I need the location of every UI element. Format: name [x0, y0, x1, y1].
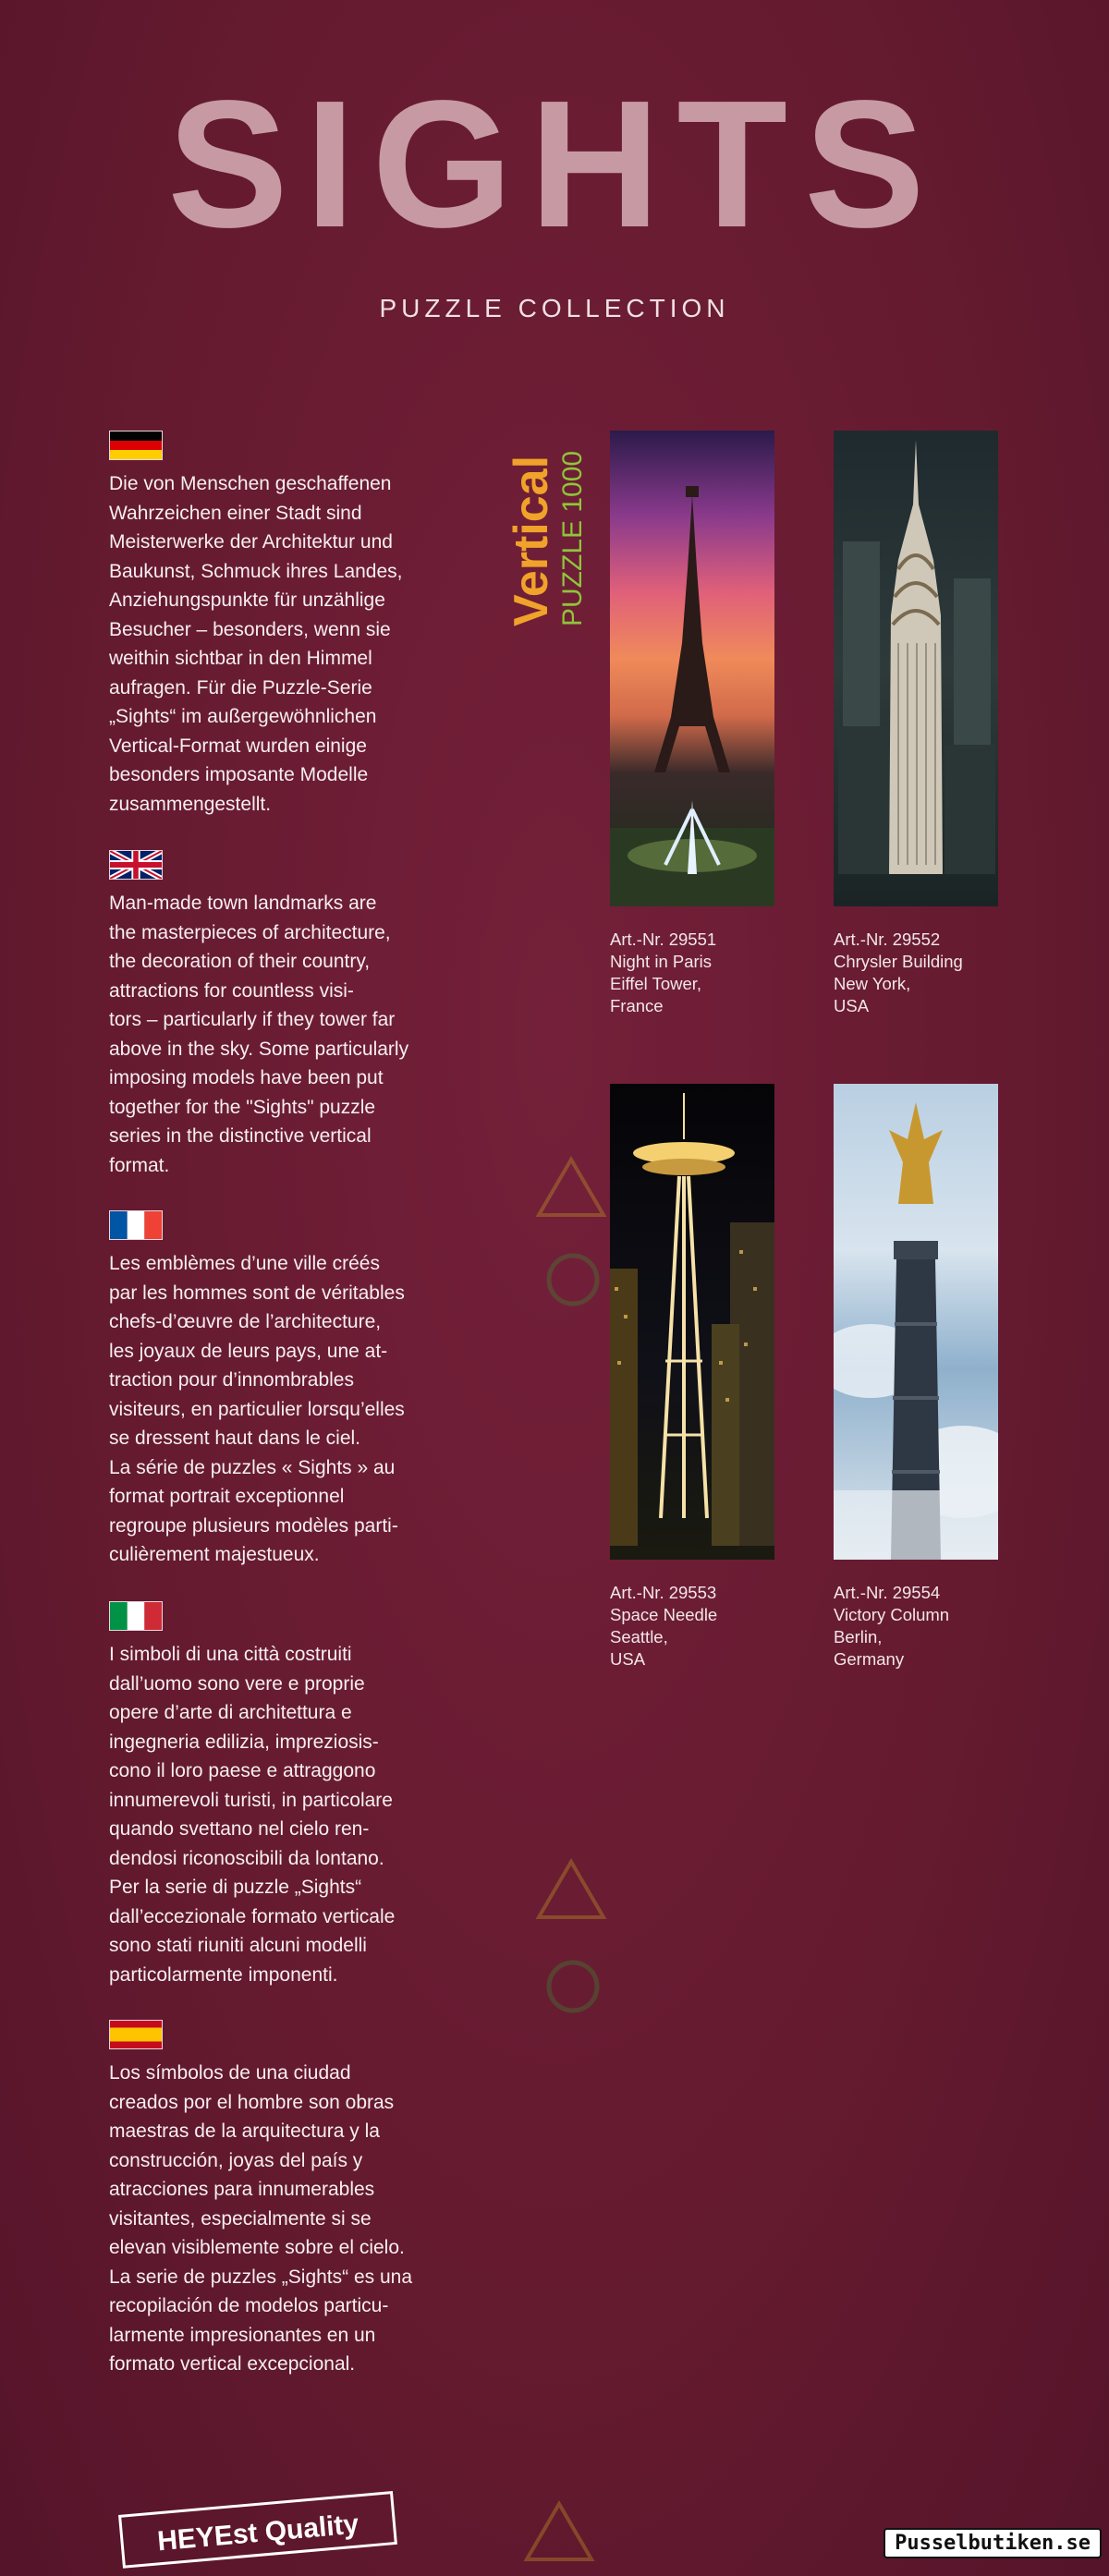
germany-flag-icon — [109, 431, 163, 460]
recycle-triangle-icon — [522, 2499, 596, 2564]
recycle-triangle-icon — [534, 1155, 608, 1220]
product-caption — [610, 1582, 774, 1671]
product-title: Chrysler Building — [834, 952, 963, 971]
product-card-night-in-paris[interactable] — [610, 431, 774, 1017]
recycle-triangle-icon — [534, 1857, 608, 1922]
language-block-french — [109, 1210, 446, 1570]
product-card-space-needle[interactable] — [610, 1084, 774, 1671]
product-caption — [834, 1582, 998, 1671]
logo-sub: PUZZLE 1000 — [557, 450, 588, 626]
product-location: Eiffel Tower, — [610, 974, 702, 993]
uk-flag-icon — [109, 850, 163, 880]
vertical-puzzle-logo — [499, 425, 601, 628]
shop-watermark: Pusselbutiken.se — [884, 2528, 1102, 2558]
product-country: Germany — [834, 1649, 905, 1669]
green-dot-icon — [545, 1252, 601, 1307]
green-dot-icon — [545, 1959, 601, 2014]
article-number: Art.-Nr. 29551 — [610, 930, 717, 949]
eiffel-tower-image — [610, 431, 774, 906]
product-card-chrysler-building[interactable] — [834, 431, 998, 1017]
product-location: New York, — [834, 974, 911, 993]
description-spanish: Los símbolos de una ciudad creados por el hombre son obras maestras de la arquitectura y la construcción, joyas del país y atracciones para innumerables visitantes, especialmente si se elevan visiblemente sobre el cielo. La serie de puzzles „Sights“ es una recopilación de modelos particu- larmente impresionantes en un formato vertical excepcional. — [109, 2062, 413, 2375]
product-card-victory-column[interactable] — [834, 1084, 998, 1671]
page-subtitle: PUZZLE COLLECTION — [379, 294, 730, 322]
page-title: SIGHTS — [167, 63, 942, 265]
victory-column-image — [834, 1084, 998, 1560]
chrysler-building-image — [834, 431, 998, 906]
product-title: Victory Column — [834, 1605, 950, 1624]
space-needle-image — [610, 1084, 774, 1560]
language-block-spanish — [109, 2020, 446, 2379]
italy-flag-icon — [109, 1601, 163, 1631]
product-caption — [610, 929, 774, 1017]
spain-flag-icon — [109, 2020, 163, 2049]
product-country: France — [610, 996, 664, 1015]
product-location: Seattle, — [610, 1627, 668, 1646]
product-location: Berlin, — [834, 1627, 883, 1646]
description-french: Les emblèmes d’une ville créés par les hommes sont de véritables chefs-d’œuvre de l’architecture, les joyaux de leurs pays, une at- traction pour d’innombrables visiteurs, en particulier lorsqu’elles se dressent haut dans le ciel. La série de puzzles « Sights » au format portrait exceptionnel regroupe plusieurs modèles parti- culièrement majestueux. — [109, 1253, 405, 1565]
language-block-german — [109, 431, 446, 819]
product-country: USA — [610, 1649, 646, 1669]
product-caption — [834, 929, 998, 1017]
language-block-english — [109, 850, 446, 1180]
product-title: Night in Paris — [610, 952, 713, 971]
description-german: Die von Menschen geschaffenen Wahrzeichen einer Stadt sind Meisterwerke der Architektur und Baukunst, Schmuck ihres Landes, Anziehungspunkte für unzählige Besucher – besonders, wenn sie weithin sichtbar in den Himmel aufragen. Für die Puzzle-Serie „Sights“ im außergewöhnlichen Vertical-Format wurden einige besonders imposante Modelle zusammengestellt. — [109, 473, 403, 815]
logo-word: Vertical — [505, 455, 558, 626]
heyest-quality-badge: HEYEst Quality — [118, 2491, 397, 2569]
france-flag-icon — [109, 1210, 163, 1240]
description-english: Man-made town landmarks are the masterpieces of architecture, the decoration of their country, attractions for countless visi- tors – particularly if they tower far above in the sky. Some particularly imposing models have been put together for the "Sights" puzzle series in the distinctive vertical format. — [109, 893, 409, 1176]
article-number: Art.-Nr. 29552 — [834, 930, 941, 949]
description-italian: I simboli di una città costruiti dall’uomo sono vere e proprie opere d’arte di architettura e ingegneria edilizia, impreziosis- cono il loro paese e attraggono innumerevoli turisti, in particolare quando svettano nel cielo ren- dendosi riconoscibili da lontano. Per la serie di puzzle „Sights“ dall’eccezionale formato verticale sono stati riuniti alcuni modelli particolarmente imponenti. — [109, 1644, 396, 1986]
language-block-italian — [109, 1601, 446, 1989]
article-number: Art.-Nr. 29554 — [834, 1583, 941, 1602]
product-country: USA — [834, 996, 870, 1015]
article-number: Art.-Nr. 29553 — [610, 1583, 717, 1602]
product-title: Space Needle — [610, 1605, 718, 1624]
